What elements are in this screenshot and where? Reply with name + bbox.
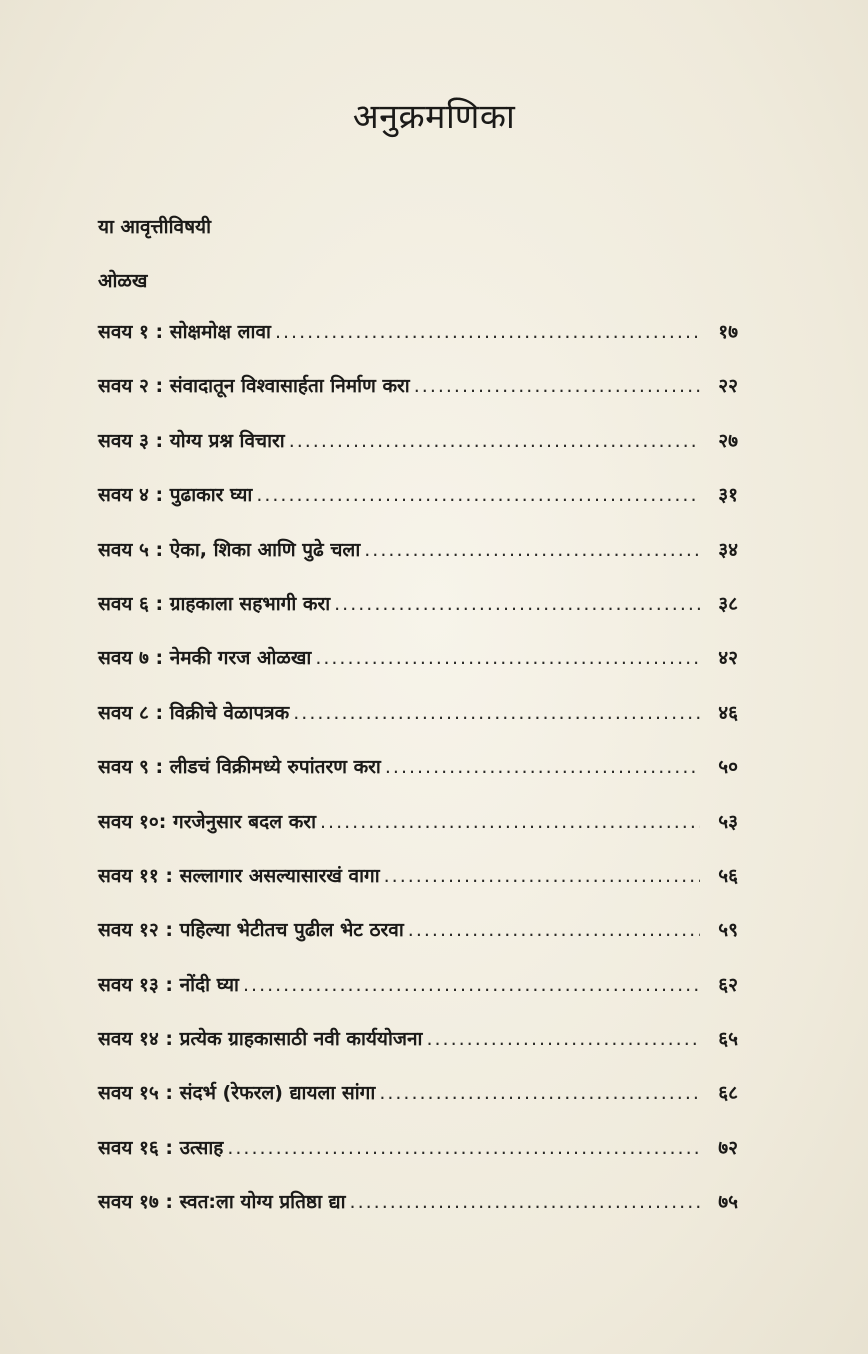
toc-entry-page: ४६ <box>718 701 738 724</box>
toc-entry <box>98 427 738 481</box>
toc-entry <box>98 318 738 372</box>
toc-entry-page: २७ <box>718 429 738 452</box>
toc-entry <box>98 1025 738 1079</box>
toc-entry-label: सवय ७ : नेमकी गरज ओळखा <box>98 647 312 670</box>
dot-leader <box>227 1137 700 1159</box>
dot-leader <box>243 974 700 996</box>
toc-entry <box>98 971 738 1025</box>
dot-leader <box>293 702 700 724</box>
dot-leader <box>275 321 700 343</box>
toc-entry <box>98 699 738 753</box>
toc-entry-label: सवय ८ : विक्रीचे वेळापत्रक <box>98 701 290 724</box>
table-of-contents <box>98 318 738 1243</box>
dot-leader <box>385 756 700 778</box>
toc-entry-page: ६५ <box>718 1028 738 1051</box>
toc-entry-label: सवय ३ : योग्य प्रश्न विचारा <box>98 429 285 452</box>
dot-leader <box>256 484 700 506</box>
toc-entry-label: सवय १३ : नोंदी घ्या <box>98 973 239 996</box>
toc-entry-page: ५३ <box>718 810 738 833</box>
toc-entry <box>98 536 738 590</box>
toc-entry-label: सवय १ : सोक्षमोक्ष लावा <box>98 321 271 343</box>
toc-entry-label: सवय ९ : लीडचं विक्रीमध्ये रुपांतरण करा <box>98 756 381 779</box>
toc-entry-label: सवय १०: गरजेनुसार बदल करा <box>98 810 316 833</box>
dot-leader <box>315 647 700 669</box>
toc-entry-page: ७२ <box>718 1136 738 1159</box>
toc-entry-page: ५६ <box>718 864 738 887</box>
toc-entry-page: ३८ <box>718 592 738 615</box>
dot-leader <box>320 811 700 833</box>
preface-introduction: ओळख <box>98 270 148 292</box>
toc-entry-page: ३१ <box>718 484 738 507</box>
toc-entry <box>98 808 738 862</box>
dot-leader <box>334 593 700 615</box>
dot-leader <box>384 865 700 887</box>
toc-entry <box>98 916 738 970</box>
dot-leader <box>426 1028 700 1050</box>
dot-leader <box>289 430 700 452</box>
toc-entry-page: ५० <box>718 756 738 779</box>
toc-entry <box>98 590 738 644</box>
toc-entry-label: सवय १६ : उत्साह <box>98 1136 224 1159</box>
toc-entry <box>98 753 738 807</box>
toc-entry <box>98 1134 738 1188</box>
toc-entry-label: सवय ११ : सल्लागार असल्यासारखं वागा <box>98 864 380 887</box>
toc-entry-label: सवय ६ : ग्राहकाला सहभागी करा <box>98 592 331 615</box>
toc-entry-page: ६२ <box>718 973 738 996</box>
toc-entry <box>98 1188 738 1242</box>
dot-leader <box>364 539 700 561</box>
preface-about-edition: या आवृत्तीविषयी <box>98 216 211 238</box>
toc-entry-page: २२ <box>718 375 738 398</box>
toc-entry <box>98 644 738 698</box>
toc-entry-label: सवय ५ : ऐका, शिका आणि पुढे चला <box>98 538 361 561</box>
page-title: अनुक्रमणिका <box>352 97 516 137</box>
toc-entry-label: सवय १७ : स्वत:ला योग्य प्रतिष्ठा द्या <box>98 1191 346 1214</box>
toc-entry-label: सवय ४ : पुढाकार घ्या <box>98 484 253 507</box>
toc-entry-label: सवय १४ : प्रत्येक ग्राहकासाठी नवी कार्ययोजना <box>98 1028 423 1051</box>
toc-entry-page: ४२ <box>718 647 738 670</box>
toc-entry <box>98 862 738 916</box>
dot-leader <box>414 375 700 397</box>
toc-entry-label: सवय २ : संवादातून विश्वासार्हता निर्माण करा <box>98 375 410 398</box>
dot-leader <box>350 1191 700 1213</box>
toc-entry-page: ६८ <box>718 1082 738 1105</box>
toc-entry <box>98 372 738 426</box>
toc-entry-page: ५९ <box>718 919 738 942</box>
toc-entry <box>98 1079 738 1133</box>
toc-entry-page: ३४ <box>718 538 738 561</box>
toc-entry-label: सवय १५ : संदर्भ (रेफरल) द्यायला सांगा <box>98 1082 376 1105</box>
dot-leader <box>408 919 700 941</box>
toc-entry-page: ७५ <box>718 1191 738 1214</box>
toc-entry <box>98 481 738 535</box>
toc-entry-label: सवय १२ : पहिल्या भेटीतच पुढील भेट ठरवा <box>98 919 404 942</box>
dot-leader <box>379 1082 700 1104</box>
toc-entry-page: १७ <box>718 321 738 343</box>
